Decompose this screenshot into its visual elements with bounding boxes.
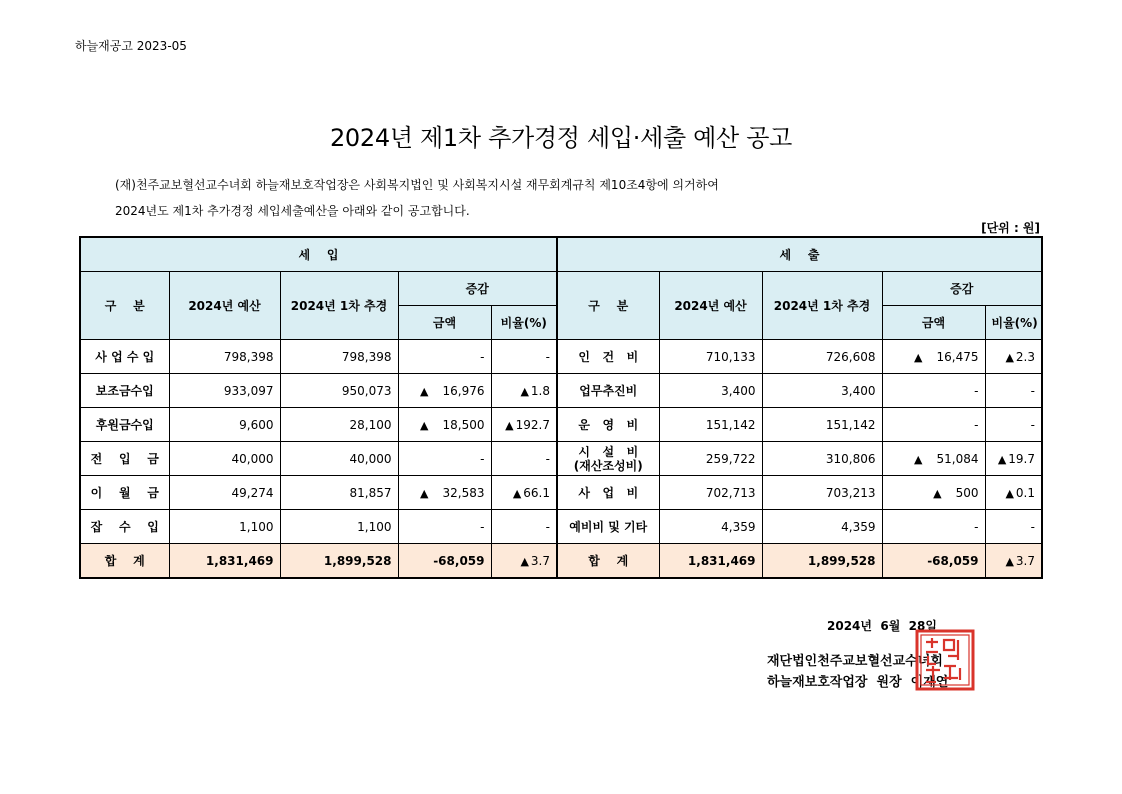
expense-change-amount-cell-value: 16,475 — [936, 349, 979, 364]
revenue-ratio-header: 비율(%) — [491, 306, 557, 340]
organization-name: 재단법인천주교보혈선교수녀회 — [767, 654, 943, 669]
expense-budget-cell-text: 151,142 — [705, 417, 756, 432]
revenue-change-amount-cell-value: - — [480, 451, 485, 466]
revenue-budget-cell — [169, 340, 280, 374]
revenue-category-cell — [80, 442, 169, 476]
revenue-change-amount-cell — [398, 442, 491, 476]
expense-category-label: 업무추진비 — [579, 384, 638, 398]
revenue-budget-cell-text: 1,100 — [239, 519, 274, 534]
expense-supplementary-cell — [762, 374, 882, 408]
table-row — [80, 408, 1042, 442]
revenue-total-label-cell-text: 합 계 — [104, 554, 145, 568]
table-row — [80, 374, 1042, 408]
revenue-budget-cell-text: 49,274 — [231, 485, 274, 500]
expense-change-amount-cell-value: 51,084 — [936, 451, 979, 466]
increase-triangle-icon: ▲ — [505, 418, 514, 432]
revenue-category-cell — [80, 476, 169, 510]
expense-change-amount-cell — [882, 442, 985, 476]
expense-supplementary-cell-text: 3,400 — [841, 383, 876, 398]
expense-change-header: 증감 — [882, 272, 1042, 306]
intro-text-line-2: 2024년도 제1차 추가경정 세입세출예산을 아래와 같이 공고합니다. — [115, 204, 470, 218]
expense-change-ratio-cell — [985, 476, 1042, 510]
director-signature-line: 하늘재보호작업장 원장 이재연 — [767, 675, 949, 690]
budget-table — [79, 236, 1043, 579]
expense-category-cell — [557, 408, 659, 442]
expense-category-label: 예비비 및 기타 — [569, 520, 648, 534]
revenue-total-supplementary-cell — [280, 544, 398, 579]
revenue-budget-cell-text: 40,000 — [231, 451, 274, 466]
expense-total-budget-cell — [659, 544, 762, 579]
revenue-change-ratio-cell — [491, 510, 557, 544]
increase-triangle-icon: ▲ — [914, 350, 923, 364]
expense-category-sublabel: (재산조성비) — [573, 458, 643, 473]
revenue-supplementary-cell-text: 798,398 — [341, 349, 392, 364]
revenue-supplementary-cell-text: 81,857 — [349, 485, 392, 500]
table-row — [80, 340, 1042, 374]
revenue-header: 세 입 — [80, 237, 557, 272]
increase-triangle-icon: ▲ — [512, 486, 522, 500]
revenue-change-ratio-cell-value: 192.7 — [515, 417, 550, 432]
revenue-budget-cell — [169, 374, 280, 408]
expense-budget-cell — [659, 442, 762, 476]
expense-category-label: 사 업 비 — [578, 486, 639, 500]
revenue-category-cell — [80, 510, 169, 544]
expense-supplementary-cell — [762, 476, 882, 510]
revenue-change-ratio-cell — [491, 340, 557, 374]
revenue-change-ratio-cell — [491, 374, 557, 408]
revenue-budget-cell — [169, 510, 280, 544]
expense-total-supplementary-cell-text: 1,899,528 — [807, 553, 876, 568]
revenue-category-label: 보조금수입 — [95, 384, 154, 398]
revenue-category-label: 이 월 금 — [90, 486, 159, 500]
expense-supplementary-cell — [762, 442, 882, 476]
revenue-change-amount-cell-value: 18,500 — [442, 417, 485, 432]
revenue-supplementary-cell — [280, 510, 398, 544]
official-seal-stamp — [914, 628, 976, 692]
increase-triangle-icon: ▲ — [420, 384, 429, 398]
increase-triangle-icon: ▲ — [997, 452, 1007, 466]
expense-change-amount-cell — [882, 408, 985, 442]
revenue-change-ratio-cell-value: 1.8 — [530, 383, 550, 398]
revenue-change-ratio-cell-value: 66.1 — [523, 485, 550, 500]
expense-change-ratio-cell-value: 2.3 — [1015, 349, 1035, 364]
expense-supplementary-header: 2024년 1차 추경 — [762, 272, 882, 340]
increase-triangle-icon: ▲ — [1005, 486, 1014, 500]
expense-change-ratio-cell — [985, 510, 1042, 544]
expense-change-ratio-cell — [985, 408, 1042, 442]
revenue-total-change-amount-cell-text: -68,059 — [433, 553, 485, 568]
revenue-supplementary-header: 2024년 1차 추경 — [280, 272, 398, 340]
expense-change-ratio-cell — [985, 442, 1042, 476]
revenue-budget-cell-text: 9,600 — [239, 417, 274, 432]
revenue-total-budget-cell — [169, 544, 280, 579]
expense-category-label: 인 건 비 — [578, 350, 639, 364]
expense-change-ratio-cell-value: 19.7 — [1008, 451, 1035, 466]
revenue-category-label: 후원금수입 — [95, 418, 154, 432]
revenue-category-cell — [80, 340, 169, 374]
revenue-change-amount-cell — [398, 408, 491, 442]
table-row — [80, 510, 1042, 544]
expense-supplementary-cell-text: 4,359 — [841, 519, 876, 534]
revenue-change-amount-cell-value: 32,583 — [442, 485, 485, 500]
revenue-change-ratio-cell — [491, 442, 557, 476]
revenue-budget-cell-text: 933,097 — [223, 383, 274, 398]
revenue-change-amount-cell — [398, 374, 491, 408]
expense-supplementary-cell — [762, 510, 882, 544]
expense-change-amount-cell — [882, 340, 985, 374]
expense-change-amount-cell — [882, 510, 985, 544]
revenue-change-ratio-cell — [491, 408, 557, 442]
expense-budget-cell — [659, 340, 762, 374]
revenue-amount-header: 금액 — [398, 306, 491, 340]
expense-category-cell — [557, 510, 659, 544]
revenue-change-amount-cell-value: - — [480, 349, 485, 364]
increase-triangle-icon: ▲ — [420, 418, 429, 432]
revenue-budget-cell — [169, 476, 280, 510]
revenue-supplementary-cell-text: 1,100 — [357, 519, 392, 534]
expense-supplementary-cell-text: 310,806 — [825, 451, 876, 466]
expense-budget-cell — [659, 408, 762, 442]
revenue-supplementary-cell-text: 40,000 — [349, 451, 392, 466]
revenue-change-ratio-cell — [491, 476, 557, 510]
expense-budget-cell-text: 259,722 — [705, 451, 756, 466]
expense-total-change-amount-cell — [882, 544, 985, 579]
expense-supplementary-cell — [762, 408, 882, 442]
expense-budget-cell-text: 702,713 — [705, 485, 756, 500]
expense-total-supplementary-cell — [762, 544, 882, 579]
revenue-change-amount-cell — [398, 510, 491, 544]
table-row — [80, 442, 1042, 476]
revenue-supplementary-cell — [280, 408, 398, 442]
unit-label: [단위 : 원] — [981, 221, 1040, 235]
expense-category-cell — [557, 476, 659, 510]
total-row — [80, 544, 1042, 579]
expense-supplementary-cell-text: 726,608 — [825, 349, 876, 364]
revenue-change-ratio-cell-value: - — [545, 519, 550, 534]
revenue-change-ratio-cell-value: - — [545, 349, 550, 364]
announcement-date: 2024년 6월 28일 — [827, 619, 937, 633]
revenue-total-supplementary-cell-text: 1,899,528 — [323, 553, 392, 568]
revenue-category-cell — [80, 408, 169, 442]
revenue-budget-header: 2024년 예산 — [169, 272, 280, 340]
expense-ratio-header: 비율(%) — [985, 306, 1042, 340]
expense-total-change-ratio-cell-value: 3.7 — [1015, 553, 1035, 568]
expense-supplementary-cell-text: 151,142 — [825, 417, 876, 432]
revenue-budget-cell — [169, 408, 280, 442]
revenue-total-change-amount-cell — [398, 544, 491, 579]
revenue-supplementary-cell — [280, 442, 398, 476]
revenue-category-cell — [80, 374, 169, 408]
expense-change-ratio-cell-value: - — [1030, 519, 1035, 534]
revenue-change-header: 증감 — [398, 272, 557, 306]
expense-total-budget-cell-text: 1,831,469 — [687, 553, 756, 568]
expense-category-header: 구 분 — [557, 272, 659, 340]
expense-category-label: 시 설 비 — [578, 444, 639, 459]
revenue-change-amount-cell — [398, 476, 491, 510]
expense-budget-cell — [659, 510, 762, 544]
expense-budget-cell — [659, 374, 762, 408]
page-title: 2024년 제1차 추가경정 세입·세출 예산 공고 — [329, 124, 793, 152]
expense-change-amount-cell-value: - — [974, 417, 979, 432]
revenue-total-change-ratio-cell — [491, 544, 557, 579]
expense-change-amount-cell-value: 500 — [955, 485, 979, 500]
revenue-change-amount-cell — [398, 340, 491, 374]
expense-total-label-cell-text: 합 계 — [588, 554, 629, 568]
expense-category-label: 운 영 비 — [578, 418, 639, 432]
revenue-supplementary-cell-text: 28,100 — [349, 417, 392, 432]
increase-triangle-icon: ▲ — [420, 486, 429, 500]
expense-budget-header: 2024년 예산 — [659, 272, 762, 340]
revenue-change-amount-cell-value: - — [480, 519, 485, 534]
expense-category-cell — [557, 340, 659, 374]
expense-budget-cell-text: 4,359 — [721, 519, 756, 534]
expense-change-amount-cell — [882, 374, 985, 408]
expense-budget-cell-text: 3,400 — [721, 383, 756, 398]
expense-amount-header: 금액 — [882, 306, 985, 340]
revenue-category-label: 전 입 금 — [90, 452, 159, 466]
revenue-total-budget-cell-text: 1,831,469 — [205, 553, 274, 568]
revenue-supplementary-cell — [280, 374, 398, 408]
increase-triangle-icon: ▲ — [520, 384, 529, 398]
expense-category-cell — [557, 442, 659, 476]
expense-budget-cell — [659, 476, 762, 510]
expense-category-cell — [557, 374, 659, 408]
expense-supplementary-cell — [762, 340, 882, 374]
revenue-total-label-cell — [80, 544, 169, 579]
expense-change-ratio-cell-value: - — [1030, 417, 1035, 432]
increase-triangle-icon: ▲ — [933, 486, 942, 500]
table-row — [80, 476, 1042, 510]
revenue-supplementary-cell-text: 950,073 — [341, 383, 392, 398]
expense-change-amount-cell-value: - — [974, 383, 979, 398]
revenue-category-label: 사 업 수 입 — [95, 350, 155, 364]
expense-change-amount-cell-value: - — [974, 519, 979, 534]
increase-triangle-icon: ▲ — [520, 554, 529, 568]
revenue-change-amount-cell-value: 16,976 — [442, 383, 485, 398]
increase-triangle-icon: ▲ — [1005, 350, 1014, 364]
expense-supplementary-cell-text: 703,213 — [825, 485, 876, 500]
increase-triangle-icon: ▲ — [914, 452, 923, 466]
expense-budget-cell-text: 710,133 — [705, 349, 756, 364]
revenue-supplementary-cell — [280, 340, 398, 374]
revenue-change-ratio-cell-value: - — [545, 451, 550, 466]
revenue-category-header: 구 분 — [80, 272, 169, 340]
expense-change-amount-cell — [882, 476, 985, 510]
expense-total-change-ratio-cell — [985, 544, 1042, 579]
revenue-category-label: 잡 수 입 — [90, 520, 159, 534]
revenue-budget-cell-text: 798,398 — [223, 349, 274, 364]
expense-header: 세 출 — [557, 237, 1042, 272]
expense-total-change-amount-cell-text: -68,059 — [927, 553, 979, 568]
increase-triangle-icon: ▲ — [1005, 554, 1014, 568]
expense-change-ratio-cell — [985, 374, 1042, 408]
document-number: 하늘재공고 2023-05 — [75, 39, 187, 53]
expense-change-ratio-cell-value: - — [1030, 383, 1035, 398]
revenue-budget-cell — [169, 442, 280, 476]
intro-text-line-1: (재)천주교보혈선교수녀회 하늘재보호작업장은 사회복지법인 및 사회복지시설 재무회계규칙 제10조4항에 의거하여 — [115, 178, 719, 192]
expense-change-ratio-cell — [985, 340, 1042, 374]
expense-change-ratio-cell-value: 0.1 — [1015, 485, 1035, 500]
revenue-supplementary-cell — [280, 476, 398, 510]
expense-total-label-cell — [557, 544, 659, 579]
revenue-total-change-ratio-cell-value: 3.7 — [530, 553, 550, 568]
